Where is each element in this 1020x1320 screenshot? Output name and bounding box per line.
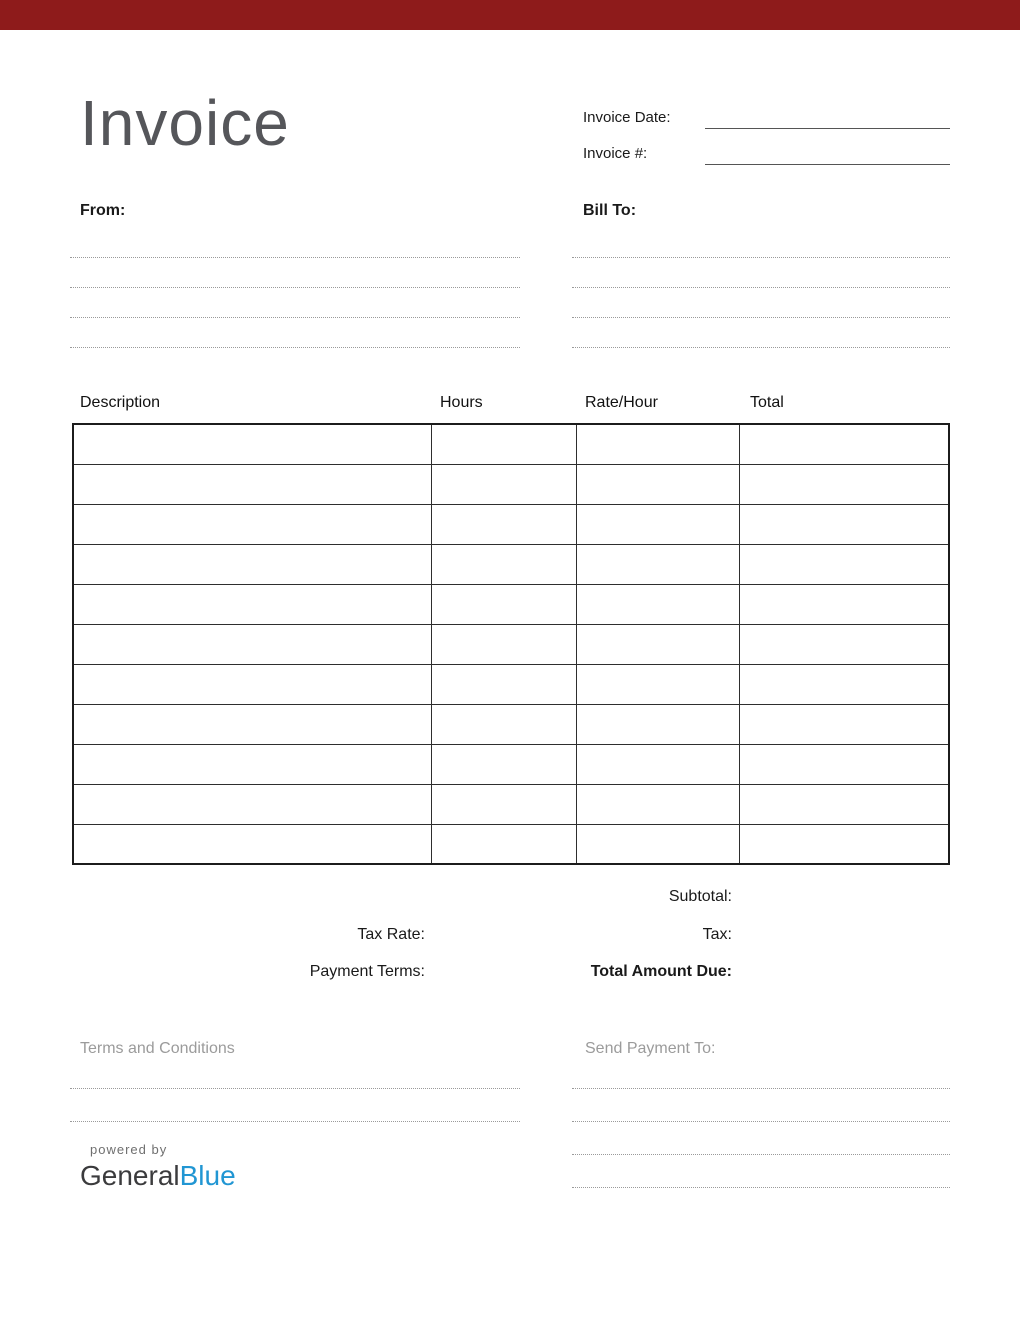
terms-line	[70, 1056, 520, 1089]
cell-total	[739, 544, 949, 584]
invoice-date-label: Invoice Date:	[583, 109, 671, 126]
cell-hours	[431, 464, 576, 504]
cell-rate-hour	[576, 704, 739, 744]
cell-description	[73, 744, 431, 784]
invoice-number-label: Invoice #:	[583, 145, 648, 162]
invoice-date-row	[583, 96, 950, 129]
cell-description	[73, 544, 431, 584]
table-row	[73, 584, 949, 624]
address-line	[572, 288, 950, 318]
send-payment-line	[572, 1122, 950, 1155]
general-blue-logo	[80, 1160, 236, 1192]
cell-rate-hour	[576, 744, 739, 784]
cell-rate-hour	[576, 624, 739, 664]
table-row	[73, 544, 949, 584]
send-payment-line	[572, 1155, 950, 1188]
cell-total	[739, 744, 949, 784]
cell-total	[739, 424, 949, 464]
cell-rate-hour	[576, 504, 739, 544]
top-accent-bar	[0, 0, 1020, 30]
payment-terms-label: Payment Terms:	[309, 963, 425, 980]
cell-rate-hour	[576, 824, 739, 864]
table-row	[73, 704, 949, 744]
cell-total	[739, 624, 949, 664]
cell-description	[73, 424, 431, 464]
subtotal-label: Subtotal:	[668, 888, 732, 905]
cell-rate-hour	[576, 784, 739, 824]
powered-by-label: powered by	[90, 1142, 168, 1157]
cell-total	[739, 664, 949, 704]
cell-rate-hour	[576, 664, 739, 704]
cell-description	[73, 784, 431, 824]
cell-hours	[431, 824, 576, 864]
table-row	[73, 624, 949, 664]
send-payment-line	[572, 1089, 950, 1122]
cell-description	[73, 664, 431, 704]
table-row	[73, 824, 949, 864]
cell-total	[739, 464, 949, 504]
address-line	[70, 318, 520, 348]
invoice-number-field-line	[705, 132, 950, 165]
total-amount-due-label: Total Amount Due:	[590, 963, 732, 980]
table-row	[73, 664, 949, 704]
cell-total	[739, 504, 949, 544]
invoice-meta	[583, 96, 950, 165]
cell-rate-hour	[576, 584, 739, 624]
cell-rate-hour	[576, 544, 739, 584]
cell-description	[73, 624, 431, 664]
cell-description	[73, 504, 431, 544]
page-title: Invoice	[80, 87, 290, 159]
address-line	[572, 228, 950, 258]
cell-description	[73, 824, 431, 864]
bill-to-label: Bill To:	[583, 202, 637, 219]
from-address-lines	[70, 228, 520, 348]
terms-lines	[70, 1056, 520, 1122]
cell-description	[73, 584, 431, 624]
tax-rate-label: Tax Rate:	[357, 926, 425, 943]
terms-line	[70, 1089, 520, 1122]
address-line	[572, 318, 950, 348]
cell-rate-hour	[576, 424, 739, 464]
address-line	[572, 258, 950, 288]
send-payment-line	[572, 1056, 950, 1089]
address-line	[70, 288, 520, 318]
column-header-hours: Hours	[440, 394, 483, 411]
cell-hours	[431, 424, 576, 464]
cell-total	[739, 704, 949, 744]
bill-to-address-lines	[572, 228, 950, 348]
cell-rate-hour	[576, 464, 739, 504]
cell-hours	[431, 544, 576, 584]
send-payment-to-label: Send Payment To:	[585, 1040, 716, 1057]
table-row	[73, 464, 949, 504]
cell-description	[73, 464, 431, 504]
address-line	[70, 228, 520, 258]
terms-and-conditions-label: Terms and Conditions	[80, 1040, 235, 1057]
cell-hours	[431, 784, 576, 824]
cell-hours	[431, 584, 576, 624]
column-header-total: Total	[750, 394, 784, 411]
cell-total	[739, 824, 949, 864]
brand-blue: Blue	[179, 1160, 236, 1191]
cell-total	[739, 784, 949, 824]
column-header-rate-hour: Rate/Hour	[585, 394, 658, 411]
cell-total	[739, 584, 949, 624]
column-header-description: Description	[80, 394, 161, 411]
invoice-date-field-line	[705, 96, 950, 129]
send-payment-lines	[572, 1056, 950, 1188]
cell-hours	[431, 624, 576, 664]
table-row	[73, 424, 949, 464]
cell-hours	[431, 704, 576, 744]
tax-label: Tax:	[702, 926, 732, 943]
brand-general: General	[80, 1160, 180, 1191]
line-items-table	[72, 423, 950, 865]
cell-hours	[431, 744, 576, 784]
address-line	[70, 258, 520, 288]
cell-hours	[431, 504, 576, 544]
table-row	[73, 504, 949, 544]
invoice-number-row	[583, 132, 950, 165]
from-label: From:	[80, 202, 126, 219]
cell-hours	[431, 664, 576, 704]
table-row	[73, 784, 949, 824]
table-row	[73, 744, 949, 784]
cell-description	[73, 704, 431, 744]
